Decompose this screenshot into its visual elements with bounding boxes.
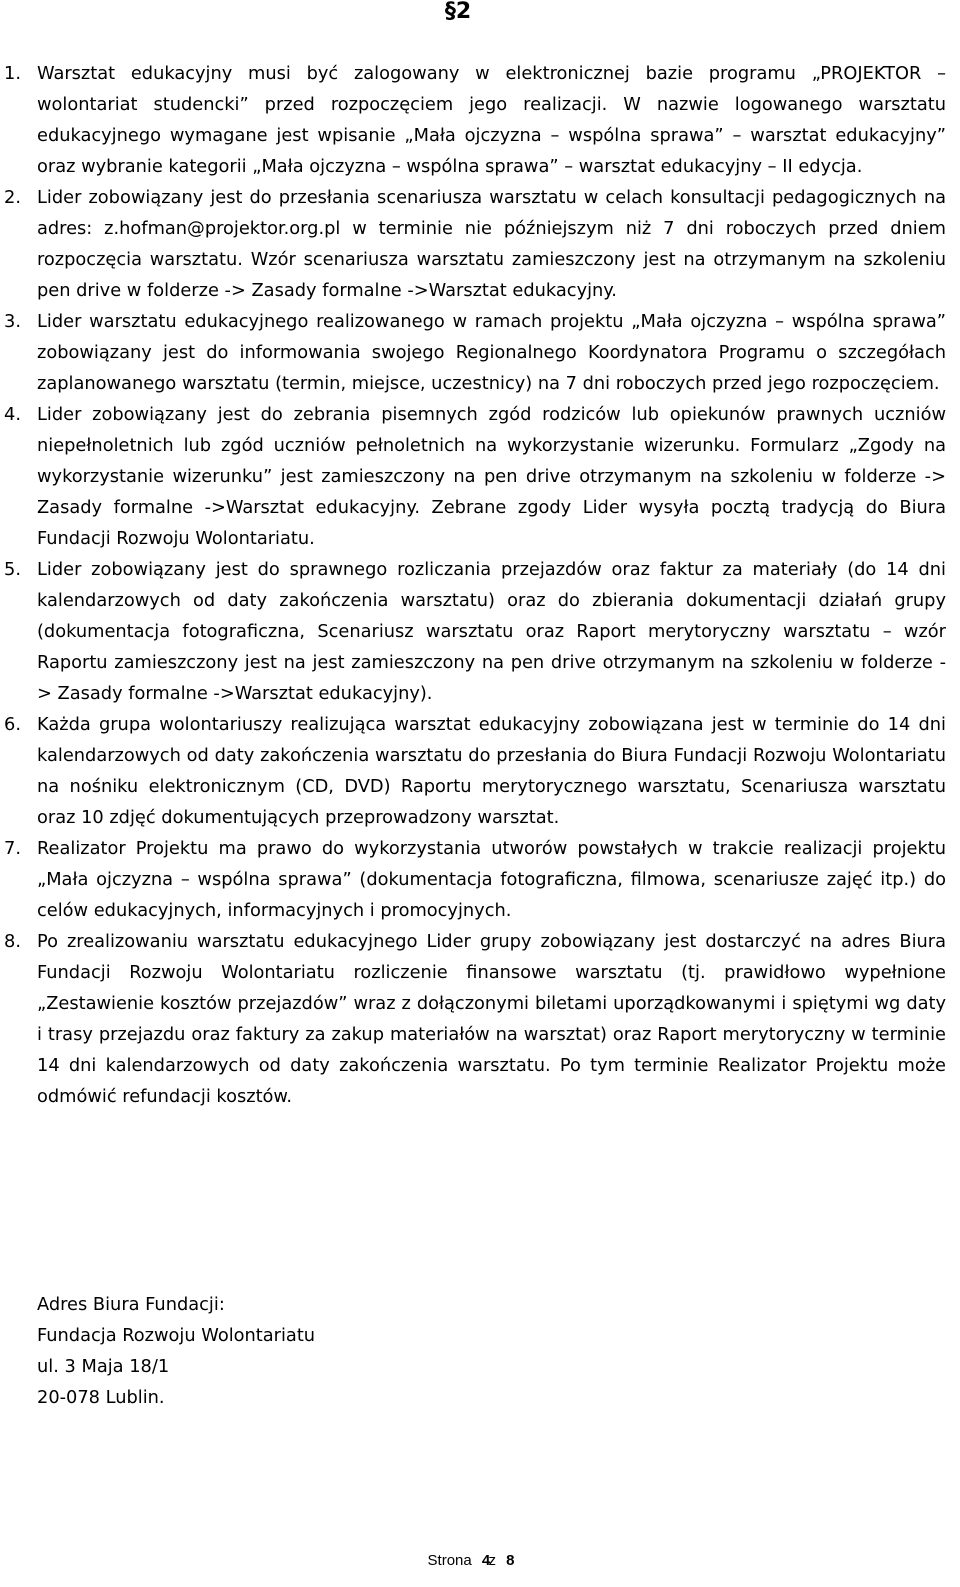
item-text: Realizator Projektu ma prawo do wykorzystania utworów powstałych w trakcie realizacji projektu „Mała ojczyzna – wspólna sprawa” (dokumentacja fotograficzna, filmowa, scenariusze zajęć itp.) do celów edukacyjnych, informacyjnych i promocyjnych. [37, 838, 946, 921]
address-label: Adres Biura Fundacji: [37, 1294, 225, 1315]
item-number: 5. [4, 559, 21, 580]
page-indicator [427, 1552, 515, 1569]
item-number: 3. [4, 311, 21, 332]
item-text: Lider warsztatu edukacyjnego realizowanego w ramach projektu „Mała ojczyzna – wspólna sprawa” zobowiązany jest do informowania swojego Regionalnego Koordynatora Programu o szczegółach zaplanowanego warsztatu (termin, miejsce, uczestnicy) na 7 dni roboczych przed jego rozpoczęciem. [37, 311, 946, 394]
page-separator: z [488, 1552, 496, 1569]
section-number: §2 [444, 0, 472, 24]
list-item [0, 926, 946, 1112]
list-item [0, 182, 946, 306]
list-item [0, 399, 946, 554]
list-item [0, 554, 946, 709]
item-text: Lider zobowiązany jest do zebrania pisemnych zgód rodziców lub opiekunów prawnych uczniów niepełnoletnich lub zgód uczniów pełnoletnich na wykorzystanie wizerunku. Formularz „Zgody na wykorzystanie wizerunku” jest zamieszczony na pen drive otrzymanym na szkoleniu w folderze -> Zasady formalne ->Warsztat edukacyjny. Zebrane zgody Lider wysyła pocztą tradycją do Biura Fundacji Rozwoju Wolontariatu. [37, 404, 946, 549]
item-number: 4. [4, 404, 21, 425]
rules-list [0, 58, 946, 1112]
page-total: 8 [506, 1552, 515, 1569]
item-number: 7. [4, 838, 21, 859]
page-number: 4 [481, 1552, 491, 1569]
item-text: Lider zobowiązany jest do sprawnego rozliczania przejazdów oraz faktur za materiały (do 14 dni kalendarzowych od daty zakończenia warsztatu) oraz do zbierania dokumentacji działań grupy (dokumentacja fotograficzna, Scenariusz warsztatu oraz Raport merytoryczny warsztatu – wzór Raportu zamieszczony jest na jest zamieszczony na pen drive otrzymanym na szkoleniu w folderze -> Zasady formalne ->Warsztat edukacyjny). [37, 559, 946, 704]
item-text: Po zrealizowaniu warsztatu edukacyjnego Lider grupy zobowiązany jest dostarczyć na adres Biura Fundacji Rozwoju Wolontariatu rozliczenie finansowe warsztatu (tj. prawidłowo wypełnione „Zestawienie kosztów przejazdów” wraz z dołączonymi biletami uporządkowanymi i spiętymi wg daty i trasy przejazdu oraz faktury za zakup materiałów na warsztat) oraz Raport merytoryczny w terminie 14 dni kalendarzowych od daty zakończenia warsztatu. Po tym terminie Realizator Projektu może odmówić refundacji kosztów. [37, 931, 946, 1107]
list-item [0, 709, 946, 833]
item-number: 8. [4, 931, 21, 952]
address-name: Fundacja Rozwoju Wolontariatu [37, 1325, 316, 1346]
section-heading [0, 0, 960, 28]
item-number: 1. [4, 63, 21, 84]
item-text: Warsztat edukacyjny musi być zalogowany w elektronicznej bazie programu „PROJEKTOR – wolontariat studencki” przed rozpoczęciem jego realizacji. W nazwie logowanego warsztatu edukacyjnego wymagane jest wpisanie „Mała ojczyzna – wspólna sprawa” – warsztat edukacyjny” oraz wybranie kategorii „Mała ojczyzna – wspólna sprawa” – warsztat edukacyjny – II edycja. [37, 63, 946, 177]
page-prefix: Strona [427, 1552, 472, 1569]
list-item [0, 58, 946, 182]
item-number: 2. [4, 187, 21, 208]
item-text: Lider zobowiązany jest do przesłania scenariusza warsztatu w celach konsultacji pedagogicznych na adres: z.hofman@projektor.org.pl w terminie nie późniejszym niż 7 dni roboczych przed dniem rozpoczęcia warsztatu. Wzór scenariusza warsztatu zamieszczony jest na otrzymanym na szkoleniu pen drive w folderze -> Zasady formalne ->Warsztat edukacyjny. [37, 187, 946, 301]
address-street: ul. 3 Maja 18/1 [37, 1356, 170, 1377]
list-item [0, 306, 946, 399]
list-item [0, 833, 946, 926]
foundation-address [37, 1289, 315, 1413]
item-number: 6. [4, 714, 21, 735]
item-text: Każda grupa wolontariuszy realizująca warsztat edukacyjny zobowiązana jest w terminie do 14 dni kalendarzowych od daty zakończenia warsztatu do przesłania do Biura Fundacji Rozwoju Wolontariatu na nośniku elektronicznym (CD, DVD) Raportu merytorycznego warsztatu, Scenariusza warsztatu oraz 10 zdjęć dokumentujących przeprowadzony warsztat. [37, 714, 946, 828]
address-city: 20-078 Lublin. [37, 1387, 165, 1408]
page-footer [0, 1551, 960, 1571]
